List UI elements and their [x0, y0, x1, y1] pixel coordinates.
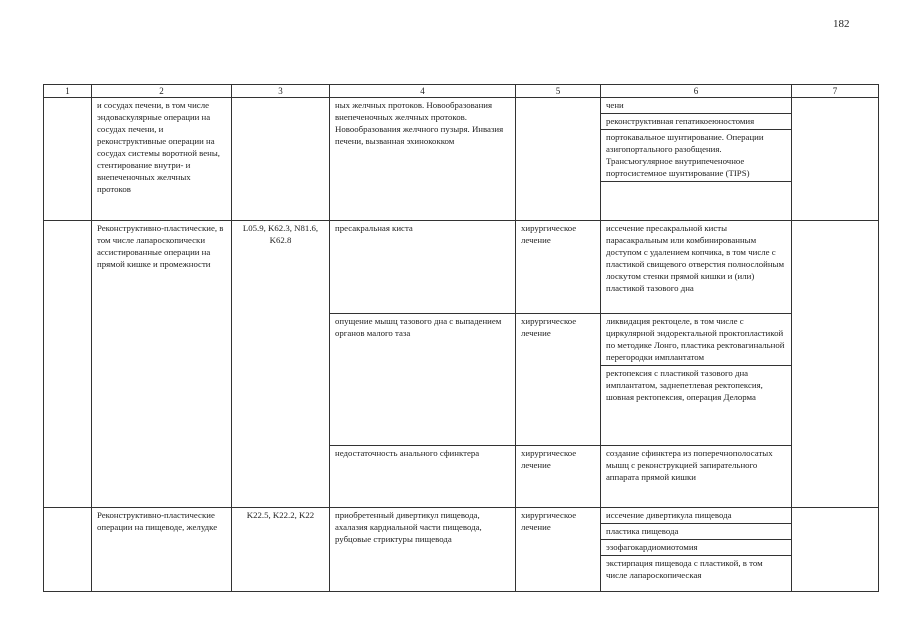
treatment-cell: хирургическое лечение — [516, 314, 601, 446]
diagnosis-cell: опущение мышц тазового дна с выпадением органов малого таза — [330, 314, 516, 446]
column-number: 5 — [516, 85, 601, 98]
table-row — [44, 98, 879, 221]
table-cell — [44, 221, 92, 508]
column-number: 2 — [92, 85, 232, 98]
procedure-name-cell: Реконструктивно-пластические, в том числе лапароскопически ассистированные операции на прямой кишке и промежности — [92, 221, 232, 508]
methods-cell — [601, 508, 792, 592]
treatment-cell — [516, 98, 601, 221]
diagnosis-cell: приобретенный дивертикул пищевода, ахалазия кардиальной части пищевода, рубцовые стриктуры пищевода — [330, 508, 516, 592]
code-cell — [232, 98, 330, 221]
method-item: экстирпация пищевода с пластикой, в том числе лапароскопическая — [601, 555, 791, 583]
column-number: 7 — [792, 85, 879, 98]
diagnosis-cell: пресакральная киста — [330, 221, 516, 314]
method-item: реконструктивная гепатикоеюностомия — [601, 113, 791, 129]
code-cell: K22.5, K22.2, K22 — [232, 508, 330, 592]
column-number: 3 — [232, 85, 330, 98]
method-item: портокавальное шунтирование. Операции азигопортального разобщения. Трансъюгулярное внутрипеченочное портосистемное шунтирование (TIPS) — [601, 129, 791, 182]
methods-cell — [601, 314, 792, 446]
procedure-name-cell: и сосудах печени, в том числе эндоваскулярные операции на сосудах печени, и реконструктивные операции на сосудах системы воротной вены, стентирование внутри- и внепеченочных желчных протоков — [92, 98, 232, 221]
diagnosis-cell: недостаточность анального сфинктера — [330, 446, 516, 508]
table-row — [44, 221, 879, 314]
treatment-cell: хирургическое лечение — [516, 221, 601, 314]
method-item: ректопексия с пластикой тазового дна имплантатом, заднепетлевая ректопексия, шовная ректопексия, операция Делорма — [601, 365, 791, 405]
column-number: 1 — [44, 85, 92, 98]
diagnosis-cell: ных желчных протоков. Новообразования внепеченочных желчных протоков. Новообразования желчного пузыря. Инвазия печени, вызванная эхинококком — [330, 98, 516, 221]
treatment-cell: хирургическое лечение — [516, 446, 601, 508]
procedures-table — [43, 84, 879, 592]
table-cell — [792, 98, 879, 221]
table-cell — [44, 98, 92, 221]
method-item: чени — [606, 100, 624, 110]
table-cell — [792, 508, 879, 592]
column-number: 6 — [601, 85, 792, 98]
method-item: ликвидация ректоцеле, в том числе с циркулярной эндоректальной проктопластикой по методике Лонго, пластика ректовагинальной перегородки имплантатом — [606, 316, 785, 362]
table-row — [44, 508, 879, 592]
table-cell — [792, 221, 879, 508]
method-item: эзофагокардиомиотомия — [601, 539, 791, 555]
code-cell: L05.9, K62.3, N81.6, K62.8 — [232, 221, 330, 508]
treatment-cell: хирургическое лечение — [516, 508, 601, 592]
page-number: 182 — [833, 18, 850, 30]
method-cell: создание сфинктера из поперечнополосатых мышц с реконструкцией запирательного аппарата прямой кишки — [601, 446, 792, 508]
methods-cell — [601, 98, 792, 221]
column-number: 4 — [330, 85, 516, 98]
procedure-name-cell: Реконструктивно-пластические операции на пищеводе, желудке — [92, 508, 232, 592]
method-cell: иссечение пресакральной кисты парасакральным или комбинированным доступом с удалением копчика, в том числе с пластикой свищевого отверстия полнослойным лоскутом стенки прямой кишки и (или) пластикой тазового дна — [601, 221, 792, 314]
method-item: иссечение дивертикула пищевода — [606, 510, 732, 520]
table-cell — [44, 508, 92, 592]
method-item: пластика пищевода — [601, 523, 791, 539]
column-number-row — [44, 85, 879, 98]
